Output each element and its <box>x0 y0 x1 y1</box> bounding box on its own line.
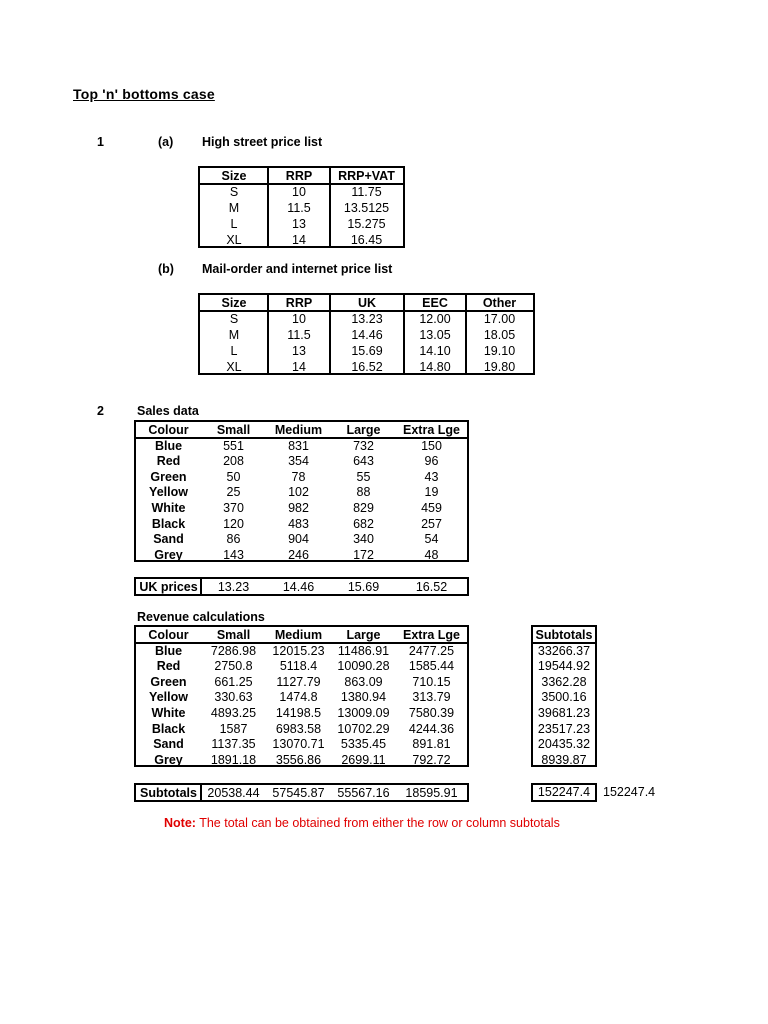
high-street-price-table <box>198 166 405 248</box>
page-title: Top 'n' bottoms case <box>73 86 215 102</box>
table-row <box>136 531 467 547</box>
table-cell: 19 <box>424 485 439 500</box>
table-cell: 172 <box>353 547 374 562</box>
column-header: Colour <box>148 423 189 437</box>
table-cell: 14.80 <box>419 360 451 374</box>
row-label: L <box>230 217 238 231</box>
row-label: Blue <box>154 438 183 453</box>
table-cell: 150 <box>421 438 442 453</box>
row-label: Red <box>156 454 181 469</box>
table-cell: 19.10 <box>483 344 516 358</box>
table-cell: 891.81 <box>412 737 451 752</box>
table-row <box>136 627 467 643</box>
table-cell: 120 <box>223 516 244 531</box>
table-row <box>136 643 467 659</box>
column-header: RRP+VAT <box>338 169 395 183</box>
table-cell: 14 <box>292 360 306 374</box>
table-cell: 1137.35 <box>211 737 256 752</box>
table-cell: 13.5125 <box>343 201 390 215</box>
table-cell: 55 <box>356 469 371 484</box>
table-cell: 19.80 <box>483 360 516 374</box>
note-text: The total can be obtained from either the row or column subtotals <box>199 816 560 830</box>
table-row <box>200 216 403 232</box>
row-label: Green <box>150 469 187 484</box>
table-cell: 459 <box>421 501 442 515</box>
table-cell: 732 <box>353 438 374 453</box>
column-divider <box>465 293 467 375</box>
subtotal-value: 20435.32 <box>537 737 591 752</box>
table-cell: 1587 <box>219 721 248 736</box>
subtotal-row-value: 18595.91 <box>405 786 458 800</box>
subtotal-row-value: 57545.87 <box>272 786 325 800</box>
row-label: Grey <box>154 547 183 562</box>
column-header: Extra Lge <box>403 423 460 437</box>
table-cell: 208 <box>223 454 244 469</box>
table-cell: 246 <box>288 547 309 562</box>
table-cell: 18.05 <box>483 328 516 342</box>
table-cell: 16.45 <box>350 233 383 247</box>
table-cell: 829 <box>353 501 374 515</box>
table-cell: 88 <box>356 485 371 500</box>
table-cell: 313.79 <box>412 690 451 705</box>
uk-price-value: 15.69 <box>347 580 380 594</box>
table-row <box>200 343 533 359</box>
column-header: Medium <box>274 628 323 642</box>
part-b-heading: Mail-order and internet price list <box>202 262 393 276</box>
column-header: Large <box>346 628 381 642</box>
subtotal-row-value: 20538.44 <box>207 786 260 800</box>
row-label: Yellow <box>149 485 188 500</box>
table-cell: 7286.98 <box>210 643 257 658</box>
column-header: Size <box>221 296 247 310</box>
table-row <box>533 736 595 752</box>
table-cell: 14.46 <box>351 328 383 342</box>
column-header: Extra Lge <box>403 628 460 642</box>
table-cell: 25 <box>226 485 241 500</box>
table-cell: 48 <box>424 547 439 562</box>
row-label: Green <box>150 674 187 689</box>
revenue-table <box>134 625 469 767</box>
row-label: Sand <box>153 737 184 752</box>
table-row <box>533 627 595 643</box>
row-label: Blue <box>154 643 183 658</box>
uk-price-value: 13.23 <box>217 580 250 594</box>
column-header: UK <box>357 296 377 310</box>
table-cell: 4893.25 <box>210 706 257 720</box>
uk-prices-row <box>134 577 469 596</box>
table-cell: 11.75 <box>351 185 382 199</box>
row-label: White <box>151 706 186 720</box>
row-label: Red <box>156 659 181 674</box>
table-cell: 2699.11 <box>341 752 386 767</box>
table-row <box>533 752 595 768</box>
table-row <box>200 295 533 311</box>
question-number-2: 2 <box>97 404 104 418</box>
table-cell: 863.09 <box>344 674 383 689</box>
subtotal-value: 39681.23 <box>537 706 591 720</box>
table-cell: 78 <box>291 469 306 484</box>
table-cell: 1585.44 <box>408 659 455 674</box>
table-cell: 643 <box>353 454 374 469</box>
subtotal-value: 3500.16 <box>541 690 587 705</box>
table-row <box>136 516 467 532</box>
table-row <box>533 658 595 674</box>
row-label: Yellow <box>149 690 188 705</box>
row-label: M <box>228 328 240 342</box>
subtotals-column <box>531 625 597 767</box>
row-label: S <box>229 312 239 326</box>
column-divider <box>267 166 269 248</box>
table-row <box>136 736 467 752</box>
table-row <box>136 579 467 595</box>
table-row <box>200 168 403 184</box>
grand-total-plain: 152247.4 <box>603 785 656 799</box>
table-row <box>136 752 467 768</box>
part-a-label: (a) <box>158 135 174 149</box>
subtotal-row-value: 55567.16 <box>337 786 390 800</box>
mail-order-price-table <box>198 293 535 375</box>
table-cell: 1891.18 <box>210 752 257 767</box>
table-cell: 96 <box>424 454 439 469</box>
table-row <box>136 658 467 674</box>
table-cell: 354 <box>288 454 309 469</box>
subtotal-value: 33266.37 <box>537 643 591 658</box>
table-cell: 257 <box>421 516 442 531</box>
table-cell: 11.5 <box>287 201 311 215</box>
table-cell: 1474.8 <box>279 690 318 705</box>
row-label: Black <box>151 721 186 736</box>
table-cell: 13070.71 <box>272 737 325 752</box>
table-cell: 792.72 <box>412 752 451 767</box>
table-row <box>533 689 595 705</box>
column-header: Colour <box>148 628 189 642</box>
part-b-label: (b) <box>158 262 174 276</box>
table-row <box>533 674 595 690</box>
table-cell: 710.15 <box>412 674 451 689</box>
table-cell: 13 <box>292 344 306 358</box>
uk-prices-label: UK prices <box>139 580 198 594</box>
table-row <box>200 200 403 216</box>
column-header: Medium <box>274 423 323 437</box>
uk-price-value: 14.46 <box>282 580 315 594</box>
table-cell: 2750.8 <box>214 659 253 674</box>
table-row <box>200 311 533 327</box>
table-cell: 12015.23 <box>272 643 325 658</box>
subtotals-row-label: Subtotals <box>140 786 197 800</box>
row-label: M <box>228 201 240 215</box>
row-divider <box>134 437 469 439</box>
subtotal-value: 8939.87 <box>541 752 587 767</box>
table-row <box>533 705 595 721</box>
row-label: L <box>230 344 238 358</box>
table-row <box>136 674 467 690</box>
table-cell: 13 <box>292 217 306 231</box>
table-cell: 11.5 <box>287 328 311 342</box>
subtotal-value: 23517.23 <box>537 721 591 736</box>
table-cell: 1380.94 <box>340 690 387 705</box>
table-cell: 17.00 <box>483 312 516 326</box>
table-cell: 13009.09 <box>337 706 390 720</box>
table-cell: 10 <box>292 312 306 326</box>
column-divider <box>403 293 405 375</box>
note-label: Note: <box>164 816 196 830</box>
table-row <box>136 484 467 500</box>
table-cell: 11486.91 <box>337 643 390 658</box>
column-divider <box>200 577 202 596</box>
subtotal-value: 3362.28 <box>541 674 587 689</box>
table-cell: 982 <box>288 501 309 515</box>
table-row <box>200 232 403 248</box>
table-row <box>136 547 467 563</box>
table-cell: 682 <box>353 516 374 531</box>
table-cell: 15.69 <box>351 344 383 358</box>
table-cell: 102 <box>288 485 309 500</box>
column-divider <box>267 293 269 375</box>
table-cell: 16.52 <box>351 360 383 374</box>
table-cell: 5335.45 <box>340 737 387 752</box>
row-label: S <box>229 185 239 199</box>
table-cell: 330.63 <box>214 690 253 705</box>
table-row <box>136 721 467 737</box>
table-cell: 54 <box>424 532 439 547</box>
table-row <box>136 785 467 801</box>
table-cell: 13.23 <box>351 312 383 326</box>
row-label: Grey <box>154 752 183 767</box>
table-cell: 831 <box>288 438 309 453</box>
row-divider <box>198 183 405 185</box>
table-cell: 340 <box>353 532 374 547</box>
subtotal-value: 19544.92 <box>537 659 591 674</box>
table-cell: 5118.4 <box>279 659 318 674</box>
table-cell: 661.25 <box>214 674 253 689</box>
subtotals-header: Subtotals <box>535 628 593 642</box>
row-divider <box>531 642 597 644</box>
row-divider <box>198 310 535 312</box>
column-header: Size <box>221 169 247 183</box>
row-label: XL <box>226 360 242 374</box>
column-header: Other <box>482 296 517 310</box>
table-row <box>136 705 467 721</box>
row-label: XL <box>226 233 242 247</box>
table-cell: 13.05 <box>419 328 451 342</box>
column-divider <box>329 293 331 375</box>
column-header: Small <box>216 423 251 437</box>
table-row <box>533 643 595 659</box>
sales-data-table <box>134 420 469 562</box>
table-row <box>136 689 467 705</box>
column-header: RRP <box>285 169 313 183</box>
grand-total-box <box>531 783 597 802</box>
table-row <box>136 438 467 454</box>
subtotals-row <box>134 783 469 802</box>
table-cell: 50 <box>226 469 241 484</box>
part-a-heading: High street price list <box>202 135 323 149</box>
table-row <box>200 327 533 343</box>
column-divider <box>200 783 202 802</box>
table-cell: 43 <box>424 469 439 484</box>
column-header: EEC <box>422 296 448 310</box>
table-row <box>533 721 595 737</box>
row-divider <box>134 642 469 644</box>
table-cell: 4244.36 <box>408 721 455 736</box>
table-cell: 15.275 <box>347 217 386 231</box>
table-row <box>136 422 467 438</box>
table-cell: 14.10 <box>419 344 451 358</box>
table-cell: 14 <box>292 233 306 247</box>
column-header: Large <box>346 423 381 437</box>
note <box>164 816 560 830</box>
column-divider <box>329 166 331 248</box>
table-cell: 7580.39 <box>408 706 455 720</box>
table-row <box>136 500 467 516</box>
table-row <box>136 469 467 485</box>
uk-price-value: 16.52 <box>415 580 448 594</box>
table-cell: 483 <box>288 516 309 531</box>
table-cell: 1127.79 <box>276 674 321 689</box>
table-cell: 370 <box>223 501 244 515</box>
table-cell: 86 <box>226 532 241 547</box>
table-cell: 3556.86 <box>275 752 322 767</box>
table-row <box>200 184 403 200</box>
table-row <box>200 359 533 375</box>
revenue-heading: Revenue calculations <box>137 610 265 624</box>
row-label: White <box>151 501 186 515</box>
table-cell: 14198.5 <box>275 706 322 720</box>
question-number-1: 1 <box>97 135 104 149</box>
row-label: Black <box>151 516 186 531</box>
grand-total-boxed: 152247.4 <box>537 785 591 799</box>
column-header: Small <box>216 628 251 642</box>
row-label: Sand <box>153 532 184 547</box>
sales-data-heading: Sales data <box>137 404 199 418</box>
table-cell: 10 <box>292 185 306 199</box>
table-cell: 10702.29 <box>337 721 390 736</box>
table-cell: 12.00 <box>419 312 451 326</box>
table-cell: 551 <box>223 438 244 453</box>
table-cell: 10090.28 <box>337 659 390 674</box>
table-cell: 6983.58 <box>275 721 322 736</box>
table-cell: 2477.25 <box>408 643 455 658</box>
table-row <box>136 453 467 469</box>
column-header: RRP <box>285 296 313 310</box>
table-cell: 143 <box>223 547 244 562</box>
table-cell: 904 <box>288 532 309 547</box>
